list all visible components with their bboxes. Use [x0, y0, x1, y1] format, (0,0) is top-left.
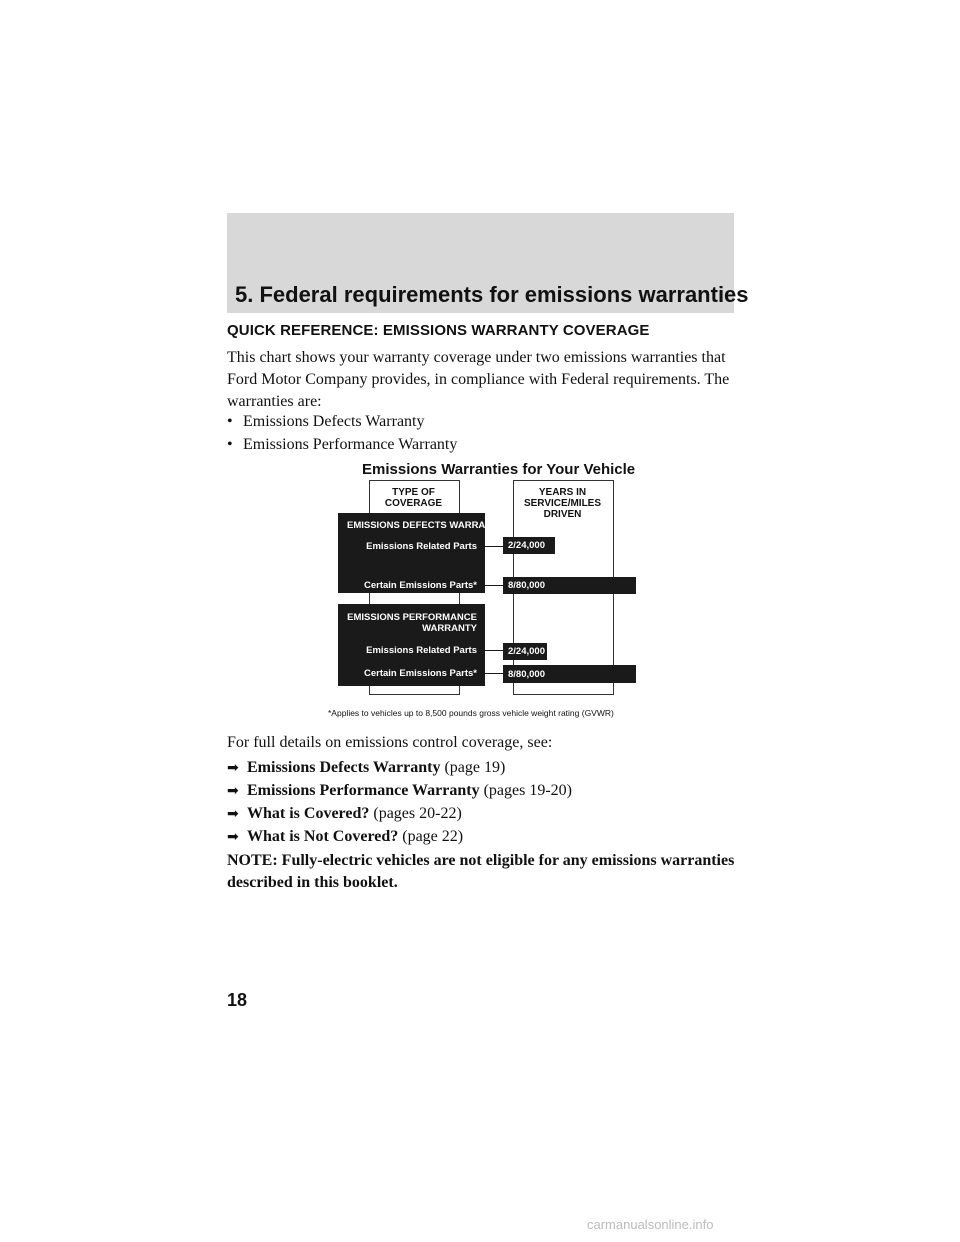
- coverage-type-label: TYPE OF COVERAGE: [384, 487, 443, 509]
- arrow-right-icon: ➡: [227, 829, 239, 845]
- performance-related-parts-label: Emissions Related Parts: [366, 645, 477, 656]
- leader-line: [485, 673, 503, 674]
- cross-reference-pages: (page 22): [402, 828, 464, 845]
- cross-reference-item[interactable]: [227, 756, 572, 779]
- cross-reference-title: What is Not Covered?: [247, 828, 403, 845]
- arrow-right-icon: ➡: [227, 806, 239, 822]
- arrow-right-icon: ➡: [227, 760, 239, 776]
- list-item-text: Emissions Performance Warranty: [243, 436, 458, 453]
- coverage-bar-label: 8/80,000: [508, 669, 545, 680]
- defects-certain-parts-label: Certain Emissions Parts*: [364, 580, 477, 591]
- cross-reference-title: Emissions Defects Warranty: [247, 759, 445, 776]
- cross-reference-title: What is Covered?: [247, 805, 374, 822]
- leader-line: [485, 585, 503, 586]
- cross-reference-pages: (pages 20-22): [373, 805, 462, 822]
- diagram-title: Emissions Warranties for Your Vehicle: [362, 461, 636, 478]
- chapter-title: 5. Federal requirements for emissions warranties: [235, 282, 749, 307]
- performance-warranty-title: EMISSIONS PERFORMANCE WARRANTY: [347, 612, 477, 634]
- leader-line: [485, 546, 503, 547]
- cross-reference-item[interactable]: [227, 779, 572, 802]
- diagram-footnote: *Applies to vehicles up to 8,500 pounds gross vehicle weight rating (GVWR): [328, 708, 614, 718]
- details-intro: For full details on emissions control coverage, see:: [227, 734, 553, 751]
- watermark: carmanualsonline.info: [587, 1217, 714, 1232]
- arrow-right-icon: ➡: [227, 783, 239, 799]
- list-item: [227, 433, 457, 456]
- performance-certain-parts-label: Certain Emissions Parts*: [364, 668, 477, 679]
- list-item-text: Emissions Defects Warranty: [243, 413, 425, 430]
- years-miles-label: YEARS IN SERVICE/MILES DRIVEN: [523, 487, 602, 520]
- cross-reference-pages: (pages 19-20): [483, 782, 572, 799]
- intro-paragraph: This chart shows your warranty coverage under two emissions warranties that Ford Motor Company provides, in compliance with Federal requirements. The warranties are:: [227, 349, 730, 410]
- coverage-bar-label: 2/24,000: [508, 646, 545, 657]
- section-heading: QUICK REFERENCE: EMISSIONS WARRANTY COVERAGE: [227, 322, 650, 339]
- list-item: [227, 410, 457, 433]
- coverage-bar-label: 2/24,000: [508, 540, 545, 551]
- page-number: 18: [227, 990, 248, 1010]
- cross-reference-pages: (page 19): [444, 759, 506, 776]
- defects-warranty-title: EMISSIONS DEFECTS WARRANTY: [347, 520, 505, 531]
- note-paragraph: NOTE: Fully-electric vehicles are not eligible for any emissions warranties described in this booklet.: [227, 852, 735, 891]
- cross-reference-item[interactable]: [227, 802, 572, 825]
- bullet-icon: •: [227, 436, 233, 453]
- leader-line: [485, 650, 503, 651]
- cross-reference-item[interactable]: [227, 825, 572, 848]
- cross-reference-list: [227, 756, 572, 848]
- warranty-list: [227, 410, 457, 456]
- cross-reference-title: Emissions Performance Warranty: [247, 782, 484, 799]
- bullet-icon: •: [227, 413, 233, 430]
- defects-related-parts-label: Emissions Related Parts: [366, 541, 477, 552]
- coverage-bar-label: 8/80,000: [508, 580, 545, 591]
